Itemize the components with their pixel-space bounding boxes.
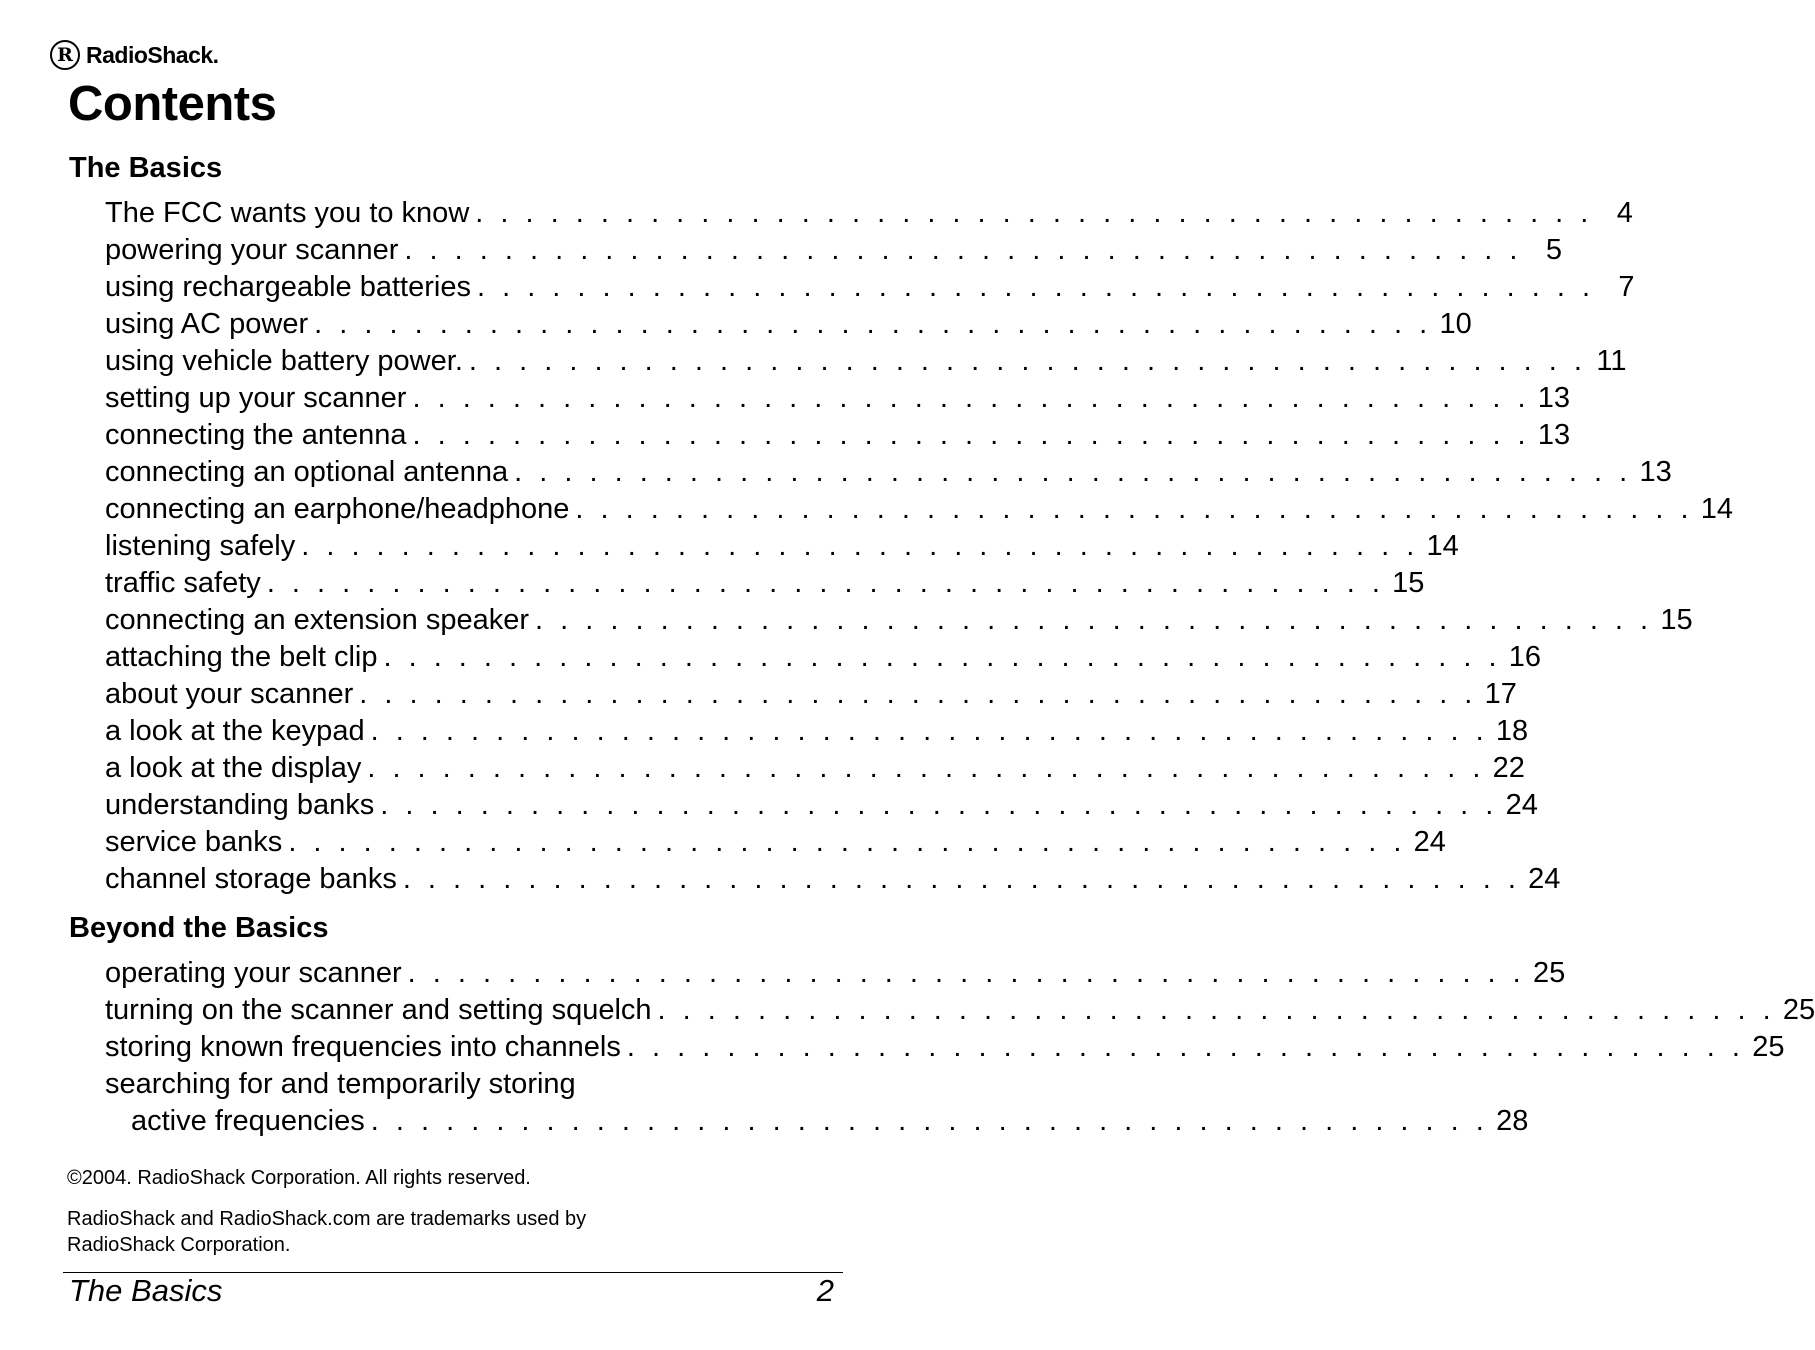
toc-entry-label: traffic safety [105, 567, 261, 599]
toc-entry-page: 13 [1537, 382, 1571, 414]
toc-entry[interactable] [105, 676, 1517, 713]
toc-entry[interactable] [105, 602, 1693, 639]
dot-leader: . . . . . . . . . . . . . . . . . . . . . . . . . . . . . . . . . . . . . . . . . . . . . [383, 641, 1502, 673]
toc-entry[interactable] [105, 380, 1571, 417]
toc-entry-label: service banks [105, 826, 283, 858]
toc-entry-label: understanding banks [105, 789, 375, 821]
footer-page-number: 2 [816, 1273, 834, 1308]
dot-leader: . . . . . . . . . . . . . . . . . . . . . . . . . . . . . . . . . . . . . . . . . . . . . [476, 271, 1595, 303]
toc-entry-page: 13 [1639, 456, 1672, 488]
toc-entry-page: 22 [1492, 752, 1525, 784]
dot-leader: . . . . . . . . . . . . . . . . . . . . . . . . . . . . . . . . . . . . . . . . . . . . . [314, 308, 1432, 340]
toc-entry-page: 7 [1618, 271, 1635, 303]
toc-entry[interactable] [105, 1029, 1785, 1066]
toc-entry-label: a look at the display [105, 752, 362, 784]
toc-entry[interactable] [105, 269, 1635, 306]
toc-entry[interactable] [105, 992, 1815, 1029]
dot-leader: . . . . . . . . . . . . . . . . . . . . . . . . . . . . . . . . . . . . . . . . . . . . . [404, 234, 1522, 266]
dot-leader: . . . . . . . . . . . . . . . . . . . . . . . . . . . . . . . . . . . . . . . . . . . . . [535, 604, 1653, 636]
toc-entry[interactable] [105, 343, 1627, 380]
dot-leader: . . . . . . . . . . . . . . . . . . . . . . . . . . . . . . . . . . . . . . . . . . . . . [301, 530, 1419, 562]
toc-entry-page: 25 [1752, 1031, 1785, 1063]
toc-entry-page: 14 [1426, 530, 1459, 562]
toc-entry-page: 4 [1616, 197, 1633, 229]
brand-logo [50, 38, 219, 72]
toc-entry[interactable] [105, 491, 1734, 528]
toc-entry-label: powering your scanner [105, 234, 399, 266]
toc-entry-label: a look at the keypad [105, 715, 365, 747]
toc-entry-page: 16 [1508, 641, 1542, 673]
toc-entry-label: storing known frequencies into channels [105, 1031, 621, 1063]
copyright-notice: ©2004. RadioShack Corporation. All rights reserved. [67, 1167, 531, 1189]
toc-entry[interactable] [105, 565, 1425, 602]
toc-entry[interactable] [105, 787, 1538, 824]
toc-entry-label: using AC power [105, 308, 309, 340]
toc-entry[interactable] [105, 454, 1672, 491]
toc-entry-page: 5 [1545, 234, 1562, 266]
toc-entry[interactable] [105, 750, 1525, 787]
toc-entry-page: 11 [1596, 345, 1627, 377]
dot-leader: . . . . . . . . . . . . . . . . . . . . . . . . . . . . . . . . . . . . . . . . . . . . . [475, 197, 1593, 229]
dot-leader: . . . . . . . . . . . . . . . . . . . . . . . . . . . . . . . . . . . . . . . . . . . . . [367, 752, 1485, 784]
dot-leader: . . . . . . . . . . . . . . . . . . . . . . . . . . . . . . . . . . . . . . . . . . . . . [575, 493, 1694, 525]
toc-entry-page: 24 [1505, 789, 1538, 821]
toc-entry-page: 28 [1496, 1105, 1529, 1137]
toc-entry[interactable] [105, 195, 1633, 232]
section-heading-the-basics: The Basics [69, 152, 223, 184]
toc-entry-page: 24 [1528, 863, 1561, 895]
toc-entry[interactable] [105, 417, 1571, 454]
dot-leader: . . . . . . . . . . . . . . . . . . . . . . . . . . . . . . . . . . . . . . . . . . . . . [359, 678, 1477, 710]
dot-leader: . . . . . . . . . . . . . . . . . . . . . . . . . . . . . . . . . . . . . . . . . . . . . [412, 419, 1531, 451]
toc-entry-label: attaching the belt clip [105, 641, 378, 673]
toc-entry-label: using rechargeable batteries [105, 271, 471, 303]
page-title: Contents [68, 77, 277, 131]
toc-entry-label: operating your scanner [105, 957, 402, 989]
toc-entry-label: setting up your scanner [105, 382, 407, 414]
footer-section-name: The Basics [69, 1273, 223, 1308]
toc-entry-page: 25 [1532, 957, 1566, 989]
brand-name: RadioShack. [86, 41, 219, 68]
toc-entry[interactable] [105, 824, 1446, 861]
dot-leader: . . . . . . . . . . . . . . . . . . . . . . . . . . . . . . . . . . . . . . . . . . . . . [412, 382, 1531, 414]
toc-entry-label-continued: active frequencies [131, 1105, 365, 1137]
toc-entry[interactable] [105, 306, 1472, 343]
dot-leader: . . . . . . . . . . . . . . . . . . . . . . . . . . . . . . . . . . . . . . . . . . . . . [657, 994, 1776, 1026]
toc-entry[interactable] [105, 955, 1566, 992]
toc-entry-label: listening safely [105, 530, 296, 562]
toc-entry-page: 24 [1413, 826, 1446, 858]
trademark-notice-line-1: RadioShack and RadioShack.com are trademarks used by [67, 1208, 587, 1230]
toc-entry-page: 18 [1495, 715, 1529, 747]
toc-entry-label: The FCC wants you to know [105, 197, 470, 229]
toc-entry-continuation[interactable] [105, 1103, 1529, 1140]
toc-entry[interactable] [105, 528, 1459, 565]
toc-list-beyond-the-basics [105, 955, 1815, 1140]
toc-entry[interactable] [105, 1066, 838, 1103]
toc-entry-label: searching for and temporarily storing [105, 1068, 576, 1100]
dot-leader: . . . . . . . . . . . . . . . . . . . . . . . . . . . . . . . . . . . . . . . . . . . . . [514, 456, 1632, 488]
toc-entry-label: connecting the antenna [105, 419, 407, 451]
toc-entry-page: 25 [1782, 994, 1815, 1026]
trademark-notice-line-2: RadioShack Corporation. [67, 1234, 291, 1256]
toc-entry[interactable] [105, 639, 1542, 676]
toc-entry-label: connecting an extension speaker [105, 604, 530, 636]
toc-entry-page: 10 [1439, 308, 1472, 340]
dot-leader: . . . . . . . . . . . . . . . . . . . . . . . . . . . . . . . . . . . . . . . . . . . . . [370, 715, 1489, 747]
toc-entry-label: channel storage banks [105, 863, 397, 895]
dot-leader: . . . . . . . . . . . . . . . . . . . . . . . . . . . . . . . . . . . . . . . . . . . . . [370, 1105, 1489, 1137]
toc-entry-page: 13 [1537, 419, 1571, 451]
toc-entry-label: connecting an optional antenna [105, 456, 509, 488]
toc-entry-page: 17 [1484, 678, 1517, 710]
toc-entry-label: using vehicle battery power. [105, 345, 463, 377]
dot-leader: . . . . . . . . . . . . . . . . . . . . . . . . . . . . . . . . . . . . . . . . . . . . . [468, 345, 1587, 377]
toc-entry-page: 15 [1660, 604, 1693, 636]
dot-leader: . . . . . . . . . . . . . . . . . . . . . . . . . . . . . . . . . . . . . . . . . . . . . [407, 957, 1526, 989]
section-heading-beyond-the-basics: Beyond the Basics [69, 912, 329, 944]
toc-list-the-basics [105, 195, 1734, 898]
dot-leader: . . . . . . . . . . . . . . . . . . . . . . . . . . . . . . . . . . . . . . . . . . . . . [626, 1031, 1745, 1063]
toc-entry[interactable] [105, 232, 1562, 269]
registered-mark-icon: R [50, 40, 80, 70]
dot-leader: . . . . . . . . . . . . . . . . . . . . . . . . . . . . . . . . . . . . . . . . . . . . . [380, 789, 1498, 821]
toc-entry-label: about your scanner [105, 678, 354, 710]
toc-entry-page: 15 [1392, 567, 1425, 599]
dot-leader: . . . . . . . . . . . . . . . . . . . . . . . . . . . . . . . . . . . . . . . . . . . . . [266, 567, 1385, 599]
dot-leader: . . . . . . . . . . . . . . . . . . . . . . . . . . . . . . . . . . . . . . . . . . . . . [288, 826, 1406, 858]
dot-leader: . . . . . . . . . . . . . . . . . . . . . . . . . . . . . . . . . . . . . . . . . . . . . [402, 863, 1521, 895]
toc-entry-label: turning on the scanner and setting squelch [105, 994, 652, 1026]
toc-entry-page: 14 [1700, 493, 1734, 525]
toc-entry[interactable] [105, 861, 1561, 898]
toc-entry-label: connecting an earphone/headphone [105, 493, 570, 525]
toc-entry[interactable] [105, 713, 1529, 750]
